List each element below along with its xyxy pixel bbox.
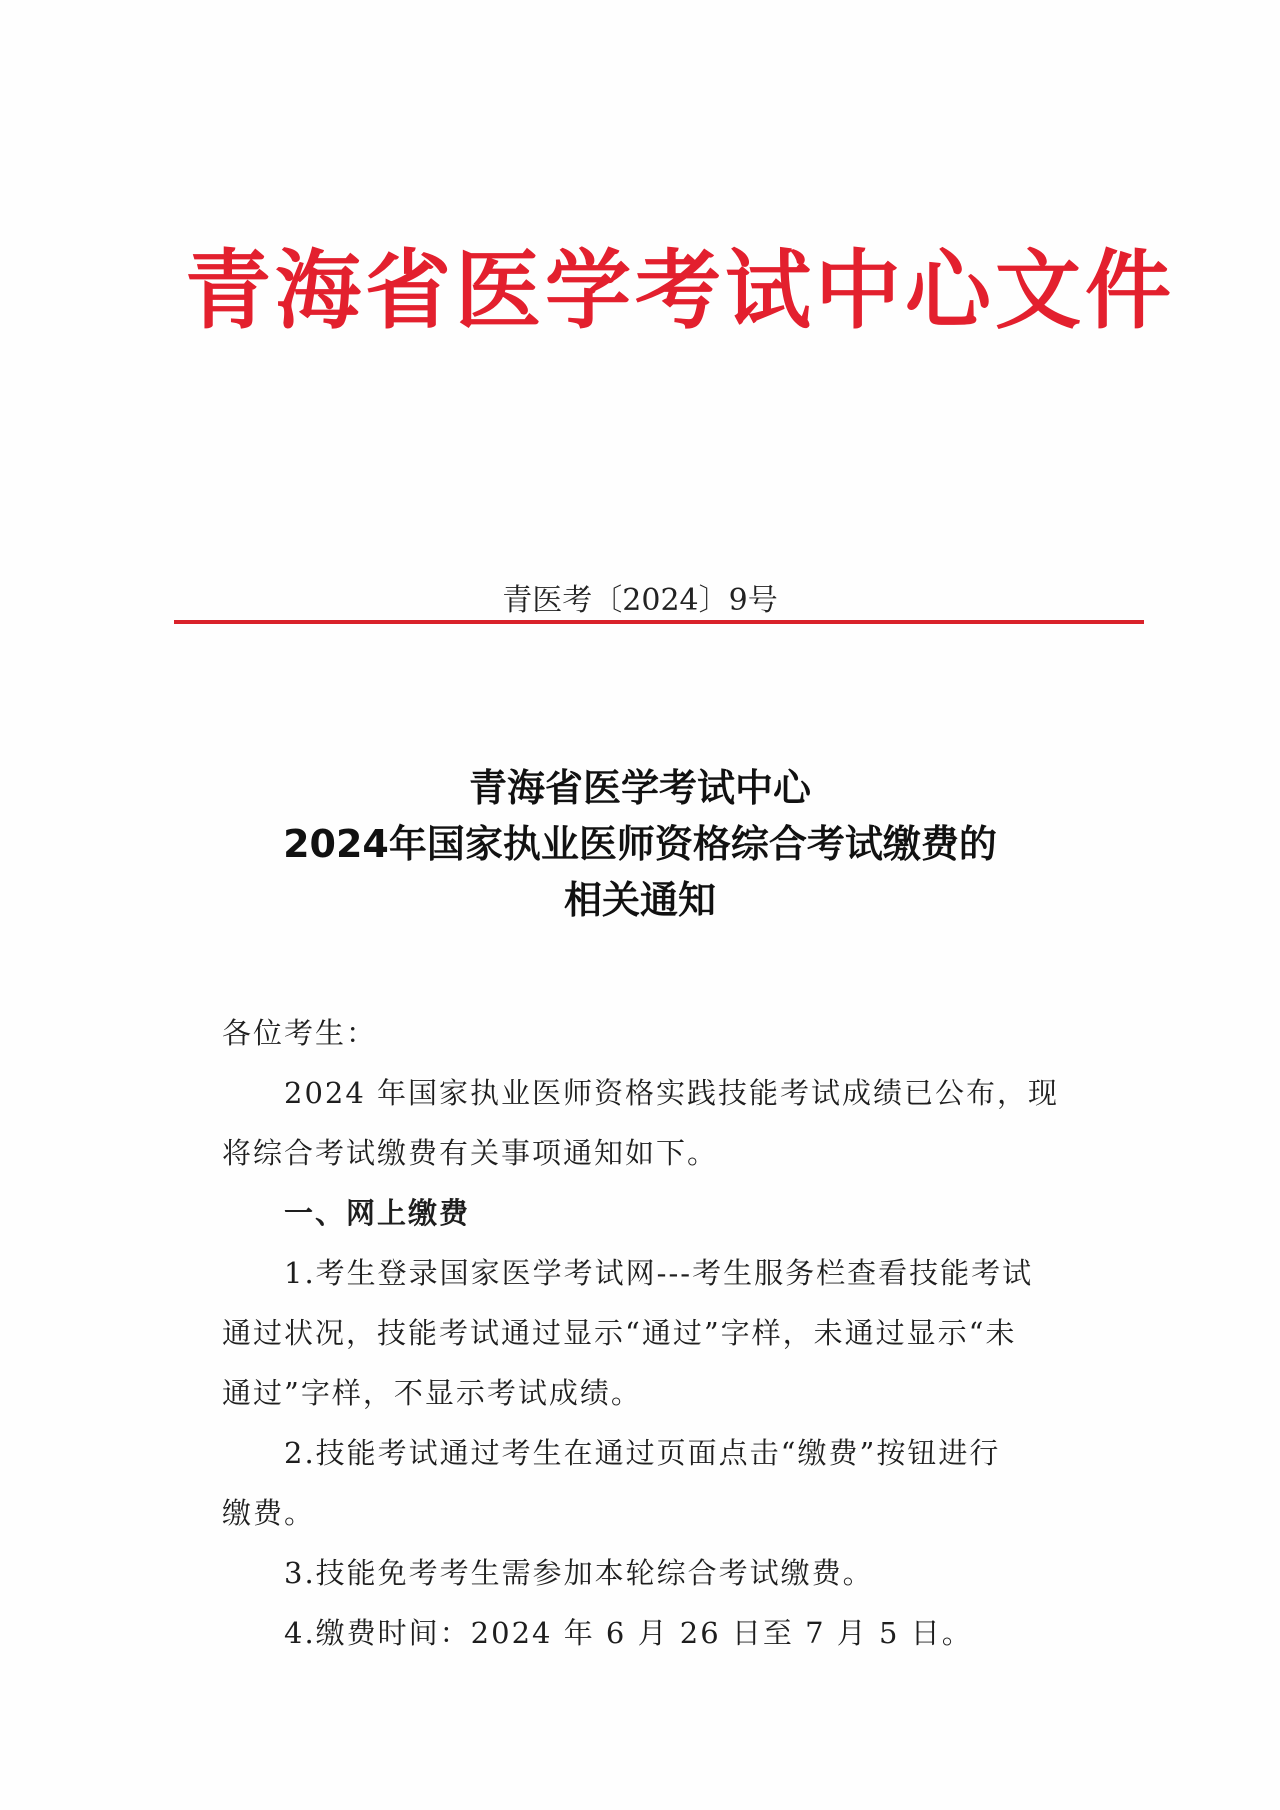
notice-title-line: 相关通知 [563, 878, 716, 922]
salutation: 各位考生： [222, 1016, 378, 1050]
notice-title-line: 2024年国家执业医师资格综合考试缴费的 [283, 822, 997, 866]
item-4-line: 4.缴费时间：2024 年 6 月 26 日至 7 月 5 日。 [284, 1616, 973, 1650]
notice-title [0, 760, 1280, 928]
item-1-line: 通过状况，技能考试通过显示“通过”字样，未通过显示“未 [222, 1316, 1017, 1350]
section-heading-online-payment: 一、网上缴费 [284, 1196, 471, 1230]
item-1-line: 1.考生登录国家医学考试网---考生服务栏查看技能考试 [284, 1256, 1034, 1290]
header-divider [174, 620, 1144, 624]
intro-paragraph-line: 将综合考试缴费有关事项通知如下。 [222, 1136, 719, 1170]
item-2-line: 2.技能考试通过考生在通过页面点击“缴费”按钮进行 [284, 1436, 1001, 1470]
item-2-line: 缴费。 [222, 1496, 316, 1530]
document-header-title: 青海省医学考试中心文件 [185, 240, 1175, 341]
item-3-line: 3.技能免考考生需参加本轮综合考试缴费。 [284, 1556, 874, 1590]
intro-paragraph-line: 2024 年国家执业医师资格实践技能考试成绩已公布，现 [284, 1076, 1060, 1110]
item-1-line: 通过”字样，不显示考试成绩。 [222, 1376, 642, 1410]
document-number: 青医考〔2024〕9号 [502, 583, 778, 618]
notice-title-line: 青海省医学考试中心 [468, 766, 811, 810]
notice-body [222, 1003, 1072, 1663]
